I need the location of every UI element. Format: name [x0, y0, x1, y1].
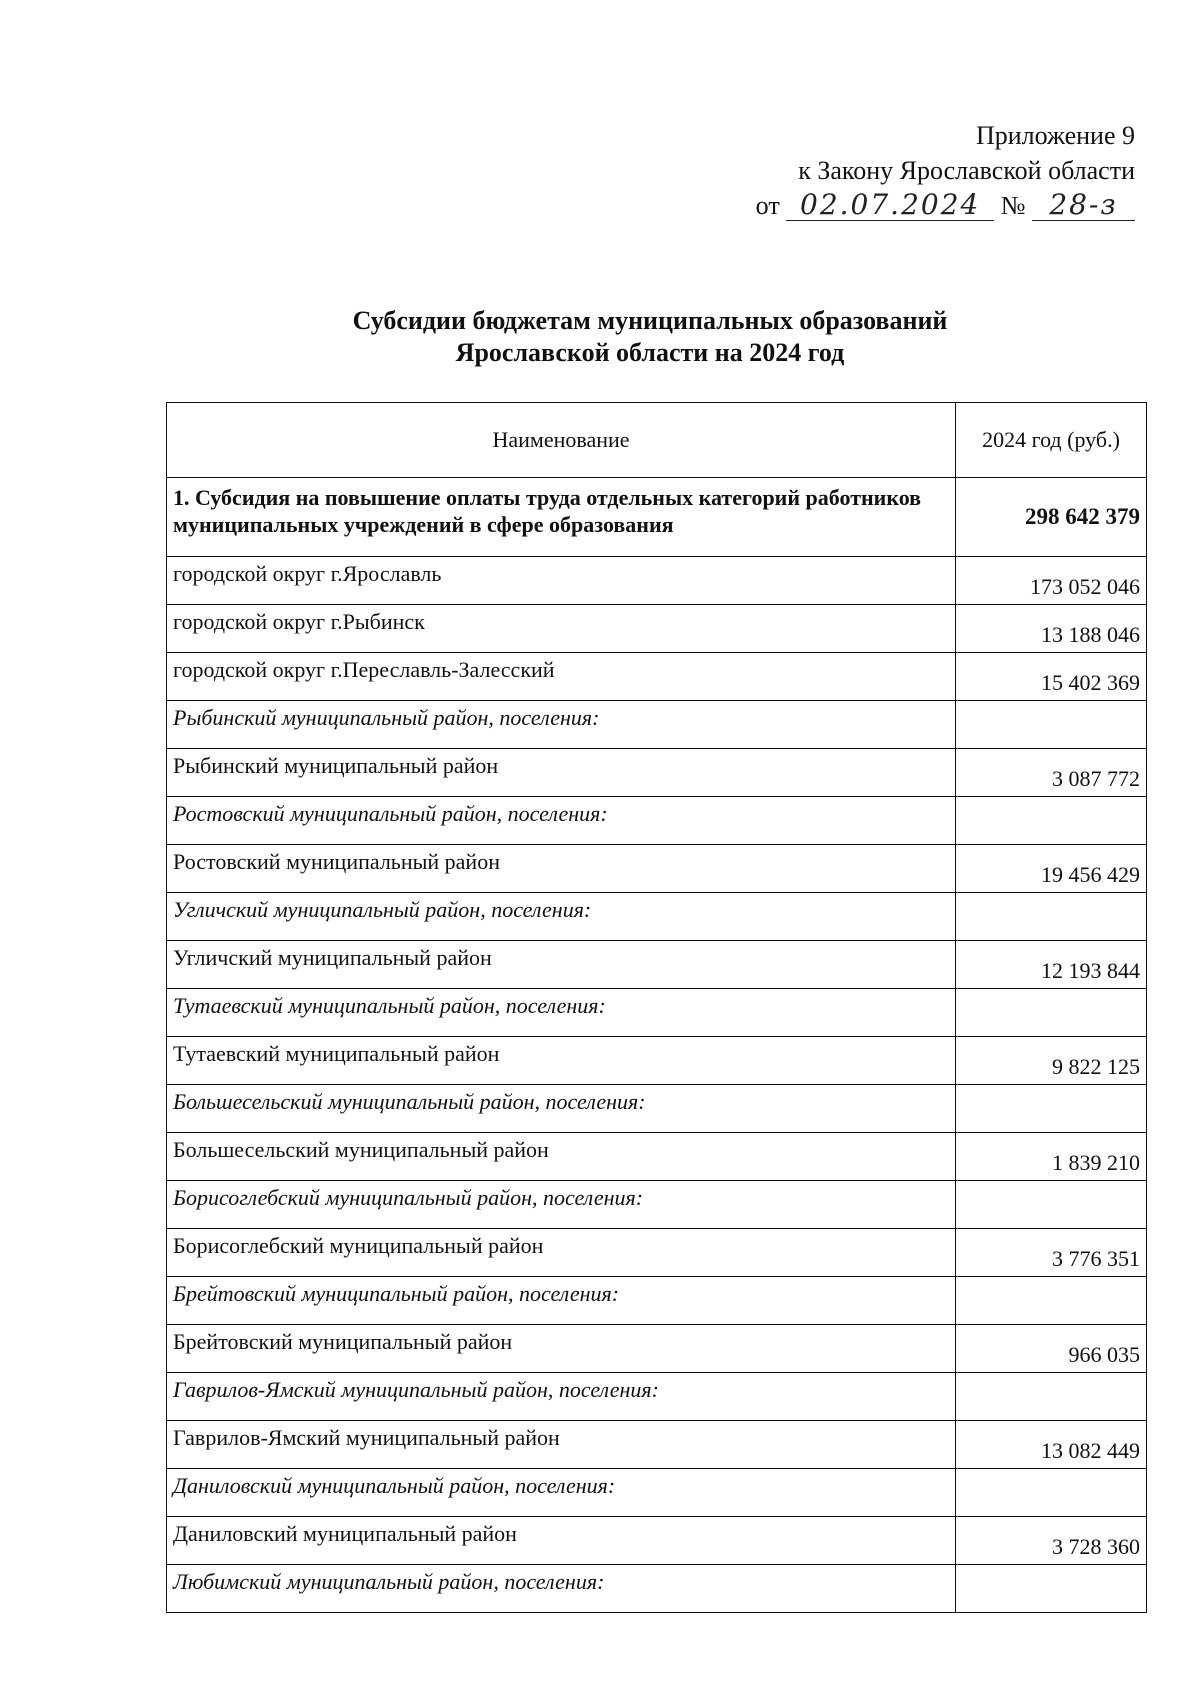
row-value: 13 188 046	[956, 605, 1147, 653]
handwritten-date: 02.07.2024	[786, 190, 994, 221]
row-name: Угличский муниципальный район	[167, 941, 956, 989]
table-row	[167, 1517, 1147, 1565]
title-line-1: Субсидии бюджетам муниципальных образований	[352, 306, 948, 335]
row-name: Борисоглебский муниципальный район, поселения:	[167, 1181, 956, 1229]
row-value	[956, 1565, 1147, 1613]
document-title	[150, 305, 1150, 369]
row-name: Борисоглебский муниципальный район	[167, 1229, 956, 1277]
from-label: от	[755, 191, 780, 220]
table-row	[167, 1229, 1147, 1277]
district-subheading-row	[167, 1373, 1147, 1421]
table-header-row	[167, 403, 1147, 478]
row-name: Большесельский муниципальный район, поселения:	[167, 1085, 956, 1133]
table-row	[167, 1325, 1147, 1373]
row-value: 1 839 210	[956, 1133, 1147, 1181]
row-name: Гаврилов-Ямский муниципальный район, поселения:	[167, 1373, 956, 1421]
table-row	[167, 557, 1147, 605]
district-subheading-row	[167, 989, 1147, 1037]
column-header-value: 2024 год (руб.)	[956, 403, 1147, 478]
row-name: Даниловский муниципальный район, поселения:	[167, 1469, 956, 1517]
row-value	[956, 701, 1147, 749]
district-subheading-row	[167, 1565, 1147, 1613]
table-row	[167, 1037, 1147, 1085]
row-value	[956, 1085, 1147, 1133]
row-value	[956, 1181, 1147, 1229]
row-value: 966 035	[956, 1325, 1147, 1373]
table-row	[167, 1133, 1147, 1181]
column-header-name: Наименование	[167, 403, 956, 478]
row-name: Угличский муниципальный район, поселения:	[167, 893, 956, 941]
row-name: Брейтовский муниципальный район	[167, 1325, 956, 1373]
appendix-number: Приложение 9	[975, 121, 1135, 150]
row-name: Рыбинский муниципальный район, поселения:	[167, 701, 956, 749]
row-name: Гаврилов-Ямский муниципальный район	[167, 1421, 956, 1469]
row-value	[956, 1469, 1147, 1517]
appendix-law-reference: к Закону Ярославской области	[798, 156, 1135, 185]
row-value: 12 193 844	[956, 941, 1147, 989]
row-name: Большесельский муниципальный район	[167, 1133, 956, 1181]
row-name: городской округ г.Переславль-Залесский	[167, 653, 956, 701]
row-value	[956, 1277, 1147, 1325]
row-name: Любимский муниципальный район, поселения:	[167, 1565, 956, 1613]
table-row	[167, 653, 1147, 701]
section-value: 298 642 379	[956, 478, 1147, 557]
row-name: Тутаевский муниципальный район, поселения:	[167, 989, 956, 1037]
appendix-header	[756, 118, 1135, 223]
row-name: Ростовский муниципальный район, поселения:	[167, 797, 956, 845]
section-name: 1. Субсидия на повышение оплаты труда отдельных категорий работников муниципальных учреждений в сфере образования	[167, 478, 956, 557]
district-subheading-row	[167, 1469, 1147, 1517]
table-row	[167, 941, 1147, 989]
row-value	[956, 797, 1147, 845]
row-name: городской округ г.Ярославль	[167, 557, 956, 605]
district-subheading-row	[167, 1277, 1147, 1325]
row-value: 3 776 351	[956, 1229, 1147, 1277]
row-name: Ростовский муниципальный район	[167, 845, 956, 893]
row-value: 3 728 360	[956, 1517, 1147, 1565]
district-subheading-row	[167, 1181, 1147, 1229]
number-label: №	[1000, 191, 1026, 220]
district-subheading-row	[167, 893, 1147, 941]
district-subheading-row	[167, 701, 1147, 749]
row-value: 15 402 369	[956, 653, 1147, 701]
district-subheading-row	[167, 797, 1147, 845]
table-row	[167, 1421, 1147, 1469]
law-date-number-line	[756, 188, 1135, 223]
row-name: Брейтовский муниципальный район, поселения:	[167, 1277, 956, 1325]
row-value	[956, 989, 1147, 1037]
district-subheading-row	[167, 1085, 1147, 1133]
subsidies-table	[166, 402, 1147, 1613]
title-line-2: Ярославской области на 2024 год	[455, 338, 845, 367]
section-row	[167, 478, 1147, 557]
row-name: Тутаевский муниципальный район	[167, 1037, 956, 1085]
row-name: городской округ г.Рыбинск	[167, 605, 956, 653]
row-value: 19 456 429	[956, 845, 1147, 893]
row-value	[956, 893, 1147, 941]
row-value: 173 052 046	[956, 557, 1147, 605]
handwritten-law-number: 28-з	[1032, 190, 1135, 221]
row-value	[956, 1373, 1147, 1421]
row-value: 9 822 125	[956, 1037, 1147, 1085]
row-name: Даниловский муниципальный район	[167, 1517, 956, 1565]
row-name: Рыбинский муниципальный район	[167, 749, 956, 797]
table-row	[167, 605, 1147, 653]
table-row	[167, 845, 1147, 893]
row-value: 3 087 772	[956, 749, 1147, 797]
row-value: 13 082 449	[956, 1421, 1147, 1469]
table-row	[167, 749, 1147, 797]
